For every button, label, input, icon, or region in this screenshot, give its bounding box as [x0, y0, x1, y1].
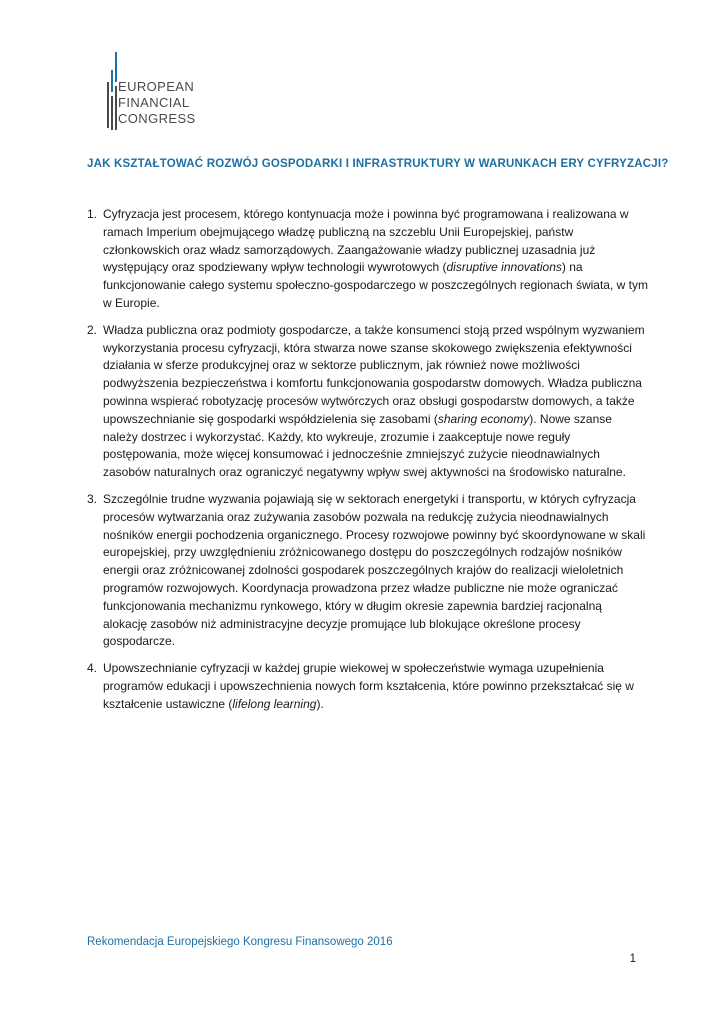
list-item: [87, 322, 649, 482]
text-segment: ). Nowe szanse należy dostrzec i wykorzystać. Każdy, kto wykreuje, zrozumie i zaakceptuje nowe reguły postępowania, może więcej konsumować i jednocześnie zmniejszyć zużycie nieodnawialnych zasobów naturalnych oraz ograniczyć negatywny wpływ swej aktywności na środowisko naturalne.: [103, 411, 626, 480]
list-item-text: [103, 322, 649, 482]
list-item-number: 1.: [87, 207, 98, 221]
text-segment: Upowszechnianie cyfryzacji w każdej grupie wiekowej w społeczeństwie wymaga uzupełnienia programów edukacji i upowszechnienia nowych form kształcenia, które powinno przekształcać się w kształcenie ustawiczne (: [103, 661, 634, 711]
list-item-number: 2.: [87, 322, 98, 337]
logo-line-1: EUROPEAN: [118, 79, 195, 94]
italic-term: disruptive innovations: [446, 260, 562, 275]
list-item-text: [103, 491, 649, 651]
text-segment: Cyfryzacja jest procesem, którego kontynuacja może i powinna być programowana i realizowana w ramach Imperium obejmującego władzę publiczną na szczeblu Unii Europejskiej, państw członkowskich oraz władz samorządowych. Zaangażowanie władzy publicznej uzasadnia już występujący oraz spodziewany wpływ technologii wywrotowych (: [103, 207, 629, 275]
list-item-number: 3.: [87, 491, 98, 506]
logo-text: [118, 79, 196, 127]
italic-term: lifelong learning: [232, 696, 317, 711]
list-item: [87, 491, 649, 651]
text-segment: ).: [316, 696, 324, 711]
recommendations-list: [87, 206, 649, 723]
logo-line-2: FINANCIAL: [118, 95, 190, 110]
list-item-number: 4.: [87, 661, 98, 676]
footer-text: Rekomendacja Europejskiego Kongresu Finansowego 2016: [87, 936, 393, 948]
list-item: [87, 660, 649, 713]
document-title: JAK KSZTAŁTOWAĆ ROZWÓJ GOSPODARKI I INFRASTRUKTURY W WARUNKACH ERY CYFRYZACJI?: [87, 158, 669, 170]
list-item: [87, 206, 649, 313]
text-segment: Władza publiczna oraz podmioty gospodarcze, a także konsumenci stoją przed wspólnym wyzwaniem wykorzystania procesu cyfryzacji, która stwarza nowe szanse skokowego zwiększenia efektywności działania w sferze produkcyjnej oraz w sektorze publicznym, jak również nowe możliwości podwyższenia bezpieczeństwa i komfortu funkcjonowania gospodarstw domowych. Władza publiczna powinna wspierać robotyzację procesów wytwórczych oraz obsługi gospodarstw domowych, a także upowszechnianie się gospodarki współdzielenia się zasobami (: [103, 322, 645, 426]
text-segment: Szczególnie trudne wyzwania pojawiają się w sektorach energetyki i transportu, w których cyfryzacja procesów wytwarzania oraz zużywania zasobów pozwala na redukcję zużycia nieodnawialnych nośników energii pochodzenia organicznego. Procesy rozwojowe powinny być skoordynowane w skali europejskiej, przy uwzględnieniu zróżnicowanego dostępu do poszczególnych rodzajów nośników energii oraz zróżnicowanej zdolności gospodarek poszczególnych krajów do realizacji wieloletnich programów rozwojowych. Koordynacja prowadzona przez władze publiczne nie może ograniczać funkcjonowania mechanizmu rynkowego, który w długim okresie zapewnia bardziej racjonalną alokację zasobów niż administracyjne decyzje promujące lub blokujące określone procesy gospodarcze.: [103, 491, 646, 649]
italic-term: sharing economy: [437, 411, 530, 426]
list-item-text: [103, 206, 649, 313]
list-item-text: [103, 660, 649, 713]
page-number: 1: [629, 953, 636, 965]
european-financial-congress-logo: [107, 52, 227, 134]
text-segment: ) na funkcjonowanie całego systemu społeczno-gospodarczego w poszczególnych regionach świata, w tym w Europie.: [103, 260, 648, 310]
logo-line-3: CONGRESS: [118, 111, 196, 126]
